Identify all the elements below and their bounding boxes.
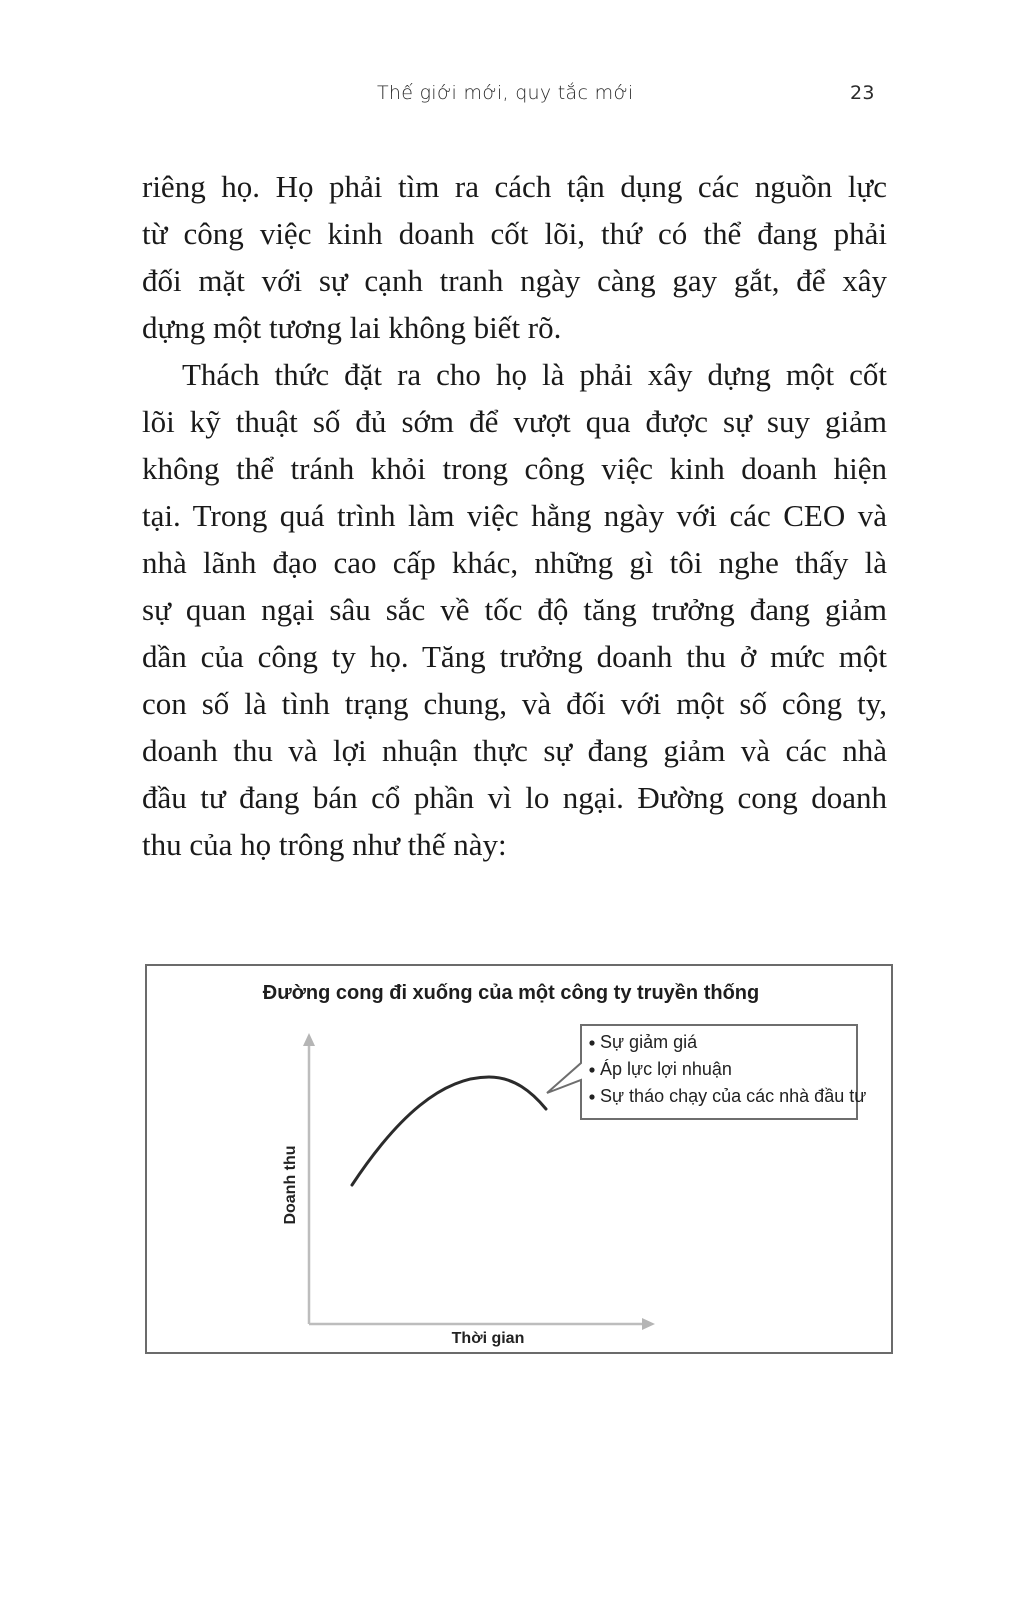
text-line: không thể tránh khỏi trong công việc kinh doanh hiện <box>142 451 887 486</box>
figure-canvas <box>2 2 1024 1617</box>
bullet-icon <box>589 1040 594 1045</box>
text-line: tại. Trong quá trình làm việc hằng ngày với các CEO và <box>142 498 887 533</box>
y-axis-arrow-icon <box>303 1033 315 1046</box>
text-line: đầu tư đang bán cổ phần vì lo ngại. Đường cong doanh <box>142 780 887 815</box>
text-line: sự quan ngại sâu sắc về tốc độ tăng trưởng đang giảm <box>142 592 887 627</box>
bullet-icon <box>589 1094 594 1099</box>
text-line: lõi kỹ thuật số đủ sớm để vượt qua được sự suy giảm <box>142 404 887 439</box>
text-line: con số là tình trạng chung, và đối với một số công ty, <box>142 686 887 721</box>
text-line: đối mặt với sự cạnh tranh ngày càng gay gắt, để xây <box>142 263 887 298</box>
callout-item: Áp lực lợi nhuận <box>600 1059 732 1079</box>
text-line: thu của họ trông như thế này: <box>142 827 507 862</box>
text-line: nhà lãnh đạo cao cấp khác, những gì tôi nghe thấy là <box>142 545 887 580</box>
text-line: dựng một tương lai không biết rõ. <box>142 310 562 345</box>
y-axis-label: Doanh thu <box>282 1145 299 1225</box>
text-line: doanh thu và lợi nhuận thực sự đang giảm và các nhà <box>142 733 887 768</box>
figure-title: Đường cong đi xuống của một công ty truyền thống <box>262 982 760 1004</box>
chapter-title: Thế giới mới, quy tắc mới <box>377 82 634 104</box>
text-line: riêng họ. Họ phải tìm ra cách tận dụng các nguồn lực <box>142 169 887 204</box>
callout-item: Sự giảm giá <box>600 1032 698 1052</box>
text-line: dần của công ty họ. Tăng trưởng doanh thu ở mức một <box>142 639 887 674</box>
text-line: từ công việc kinh doanh cốt lõi, thứ có thể đang phải <box>142 216 887 251</box>
callout-item: Sự tháo chạy của các nhà đầu tư <box>600 1086 867 1106</box>
x-axis-arrow-icon <box>642 1318 655 1330</box>
x-axis-label: Thời gian <box>451 1330 525 1347</box>
revenue-curve-figure <box>145 964 893 1354</box>
text-line: Thách thức đặt ra cho họ là phải xây dựng một cốt <box>182 357 887 392</box>
page-number: 23 <box>850 82 875 104</box>
revenue-curve <box>352 1077 546 1185</box>
bullet-icon <box>589 1067 594 1072</box>
